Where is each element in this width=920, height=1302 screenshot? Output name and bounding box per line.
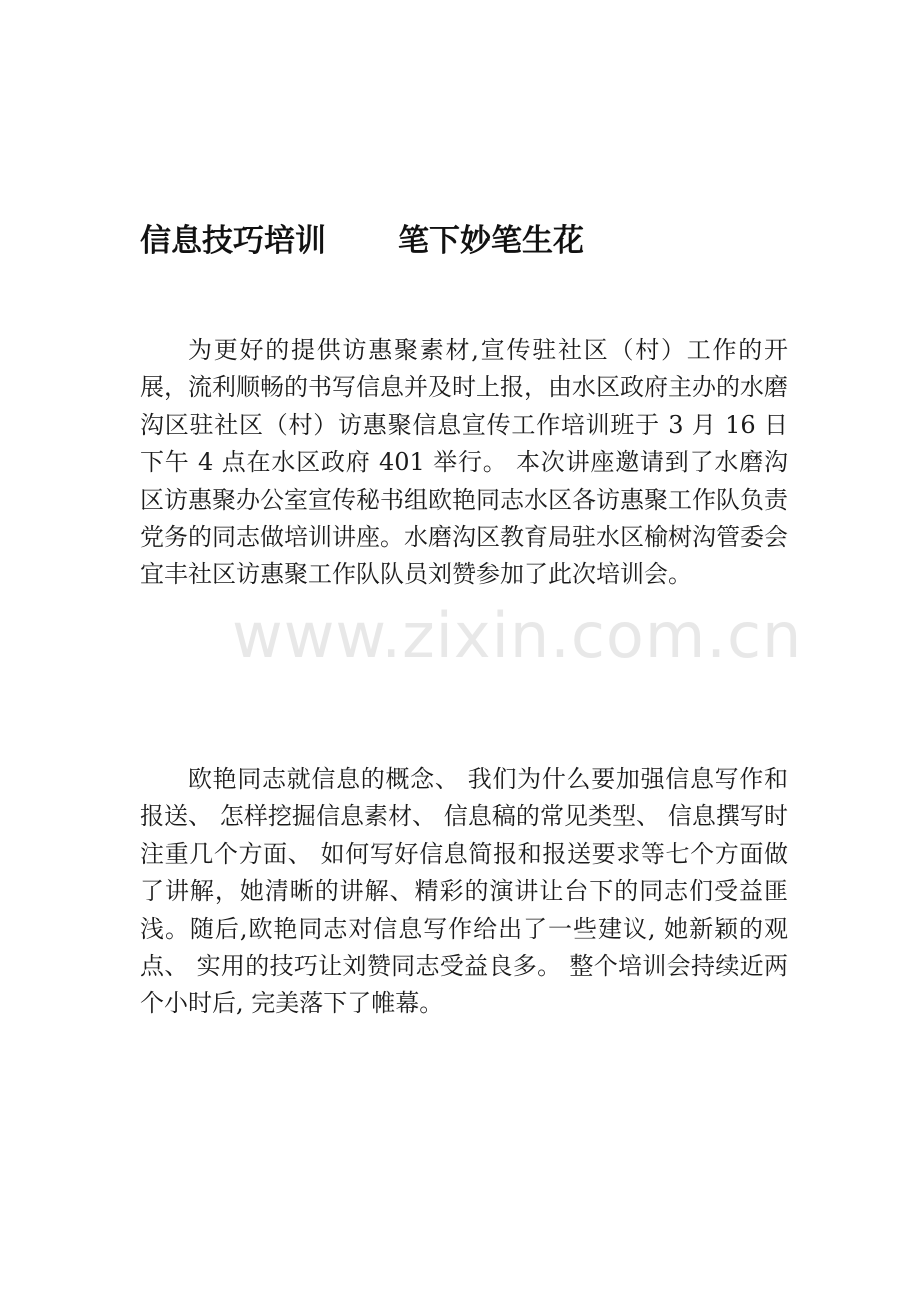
title-part-2: 笔下妙笔生花: [398, 222, 584, 259]
body-paragraph-2: 欧艳同志就信息的概念、 我们为什么要加强信息写作和报送、 怎样挖掘信息素材、 信息稿的常见类型、 信息撰写时注重几个方面、 如何写好信息简报和报送要求等七个方面做了讲解，她清晰的讲解、精彩的演讲让台下的同志们受益匪浅。随后,欧艳同志对信息写作给出了一些建议, 她新颖的观点、 实用的技巧让刘赞同志受益良多。 整个培训会持续近两个小时后, 完美落下了帷幕。: [140, 765, 788, 1018]
document-title: [140, 212, 800, 262]
body-paragraph-1: 为更好的提供访惠聚素材,宣传驻社区（村）工作的开展，流利顺畅的书写信息并及时上报，由水区政府主办的水磨沟区驻社区（村）访惠聚信息宣传工作培训班于 3 月 16 日下午 4 点在水区政府 401 举行。 本次讲座邀请到了水磨沟区访惠聚办公室宣传秘书组欧艳同志水区各访惠聚工作队负责党务的同志做培训讲座。水磨沟区教育局驻水区榆树沟管委会宜丰社区访惠聚工作队队员刘赞参加了此次培训会。: [140, 336, 788, 589]
watermark-text: www.zixin.com.cn: [232, 599, 803, 672]
title-part-1: 信息技巧培训: [140, 222, 326, 259]
